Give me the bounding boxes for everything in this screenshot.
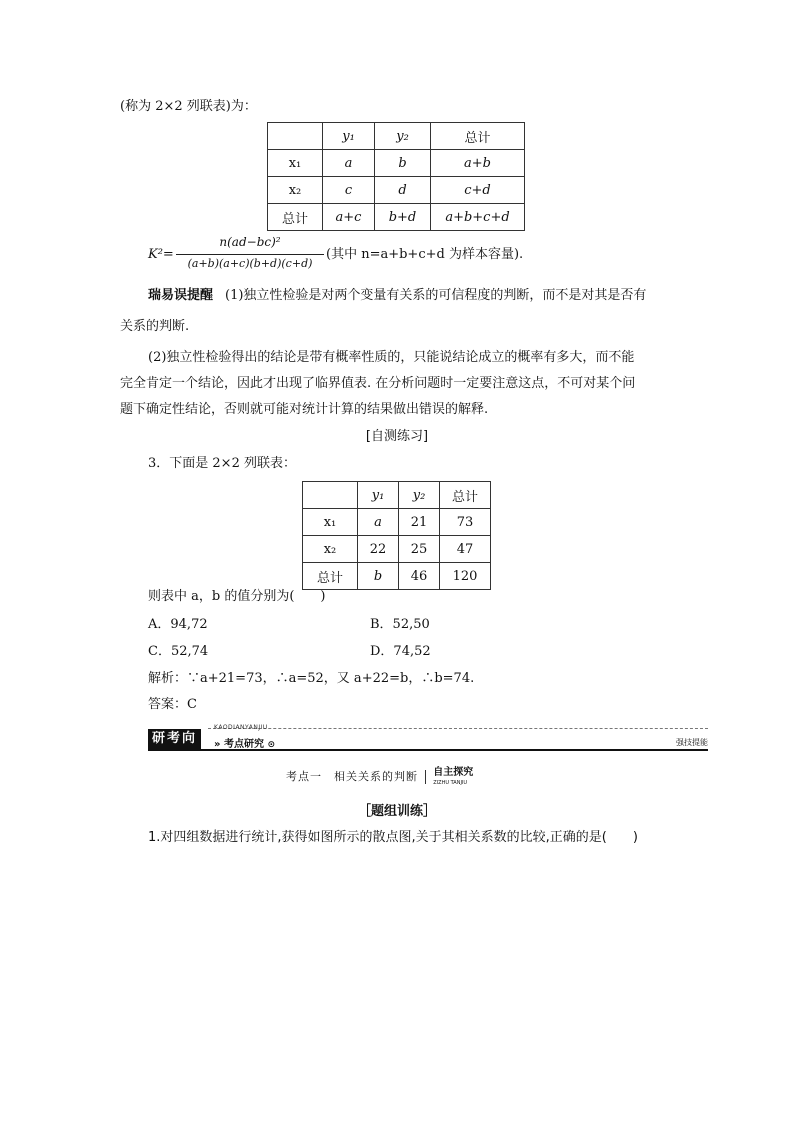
table-cell: d (375, 177, 431, 204)
question-stem: 3．下面是 2×2 列联表： (148, 456, 296, 471)
topic-heading (286, 768, 473, 790)
table-cell: 总计 (431, 123, 525, 150)
reminder-text: 完全肯定一个结论，因此才出现了临界值表. 在分析问题时一定要注意这点，不可对某个问 (120, 376, 636, 391)
banner-right-label: 强技提能 (676, 738, 708, 747)
table-cell: b (358, 563, 399, 590)
table-cell: a (358, 509, 399, 536)
table-cell: 22 (358, 536, 399, 563)
table-cell: 73 (440, 509, 491, 536)
option-b: B．52,50 (370, 617, 430, 632)
table-cell: x₁ (303, 509, 358, 536)
table-cell: y₁ (358, 482, 399, 509)
table-header-row (268, 123, 525, 150)
reminder-text: (1)独立性检验是对两个变量有关系的可信程度的判断，而不是对其是否有 (225, 288, 647, 303)
double-chevron-icon: » (214, 739, 221, 750)
option-a: A．94,72 (148, 617, 208, 632)
table-cell: 25 (399, 536, 440, 563)
table-cell: y₁ (323, 123, 375, 150)
banner-pinyin: KAODIANYANJIU (214, 724, 268, 731)
table-cell: b+d (375, 204, 431, 231)
table-row (268, 204, 525, 231)
table-cell: a (323, 150, 375, 177)
contingency-table-general (267, 122, 525, 231)
topic-title: 考点一 相关关系的判断 (286, 770, 418, 783)
intro-text: (称为 2×2 列联表)为： (120, 99, 257, 114)
table-row (268, 177, 525, 204)
table-cell: b (375, 150, 431, 177)
table-cell: 总计 (440, 482, 491, 509)
topic-divider (425, 770, 426, 784)
reminder-label: 瑞易误提醒 (148, 288, 214, 303)
reminder-text: 题下确定性结论，否则就可能对统计计算的结果做出错误的解释. (120, 402, 489, 417)
table-cell: c+d (431, 177, 525, 204)
table-cell: 21 (399, 509, 440, 536)
contingency-table-question (302, 481, 491, 590)
training-title: ［题组训练］ (357, 804, 436, 819)
option-c: C．52,74 (148, 644, 209, 659)
question-text: 则表中 a，b 的值分别为( ) (148, 589, 326, 604)
formula-denominator: (a+b)(a+c)(b+d)(c+d) (187, 257, 313, 270)
banner-dashed-line (208, 728, 708, 729)
table-cell: 120 (440, 563, 491, 590)
table-cell (303, 482, 358, 509)
solution-text: 解析：∵a+21=73，∴a=52，又 a+22=b，∴b=74. (148, 671, 475, 686)
reminder-paragraph-1 (148, 287, 646, 305)
table-row (303, 563, 491, 590)
table-row (268, 150, 525, 177)
self-test-title: [自测练习] (365, 429, 429, 444)
question-stem: 1.对四组数据进行统计,获得如图所示的散点图,关于其相关系数的比较,正确的是( ) (148, 830, 638, 845)
table-cell: x₁ (268, 150, 323, 177)
formula-note: (其中 n=a+b+c+d 为样本容量). (326, 247, 524, 262)
reminder-text: 关系的判断. (120, 319, 190, 334)
option-d: D．74,52 (370, 644, 431, 659)
table-cell: c (323, 177, 375, 204)
formula-lhs: K²= (148, 247, 174, 262)
table-header-row (303, 482, 491, 509)
banner-label: 研考向 (148, 729, 201, 749)
table-cell: y₂ (399, 482, 440, 509)
table-cell: 总计 (268, 204, 323, 231)
table-row (303, 509, 491, 536)
table-cell: 总计 (303, 563, 358, 590)
topic-tag: 自主探究 ZIZHU TANJIU (433, 767, 474, 786)
table-cell: a+c (323, 204, 375, 231)
table-cell (268, 123, 323, 150)
fraction-bar (176, 254, 324, 255)
table-cell: a+b (431, 150, 525, 177)
answer-text: 答案：C (148, 697, 197, 712)
table-cell: 47 (440, 536, 491, 563)
table-cell: a+b+c+d (431, 204, 525, 231)
section-banner (148, 724, 708, 752)
table-cell: x₂ (268, 177, 323, 204)
reminder-text: (2)独立性检验得出的结论是带有概率性质的，只能说结论成立的概率有多大，而不能 (148, 350, 635, 365)
table-cell: 46 (399, 563, 440, 590)
circle-play-icon: ⊙ (267, 740, 275, 750)
table-row (303, 536, 491, 563)
banner-title: » 考点研究 ⊙ (214, 739, 275, 750)
table-cell: y₂ (375, 123, 431, 150)
table-cell: x₂ (303, 536, 358, 563)
formula-numerator: n(ad−bc)² (219, 235, 281, 249)
